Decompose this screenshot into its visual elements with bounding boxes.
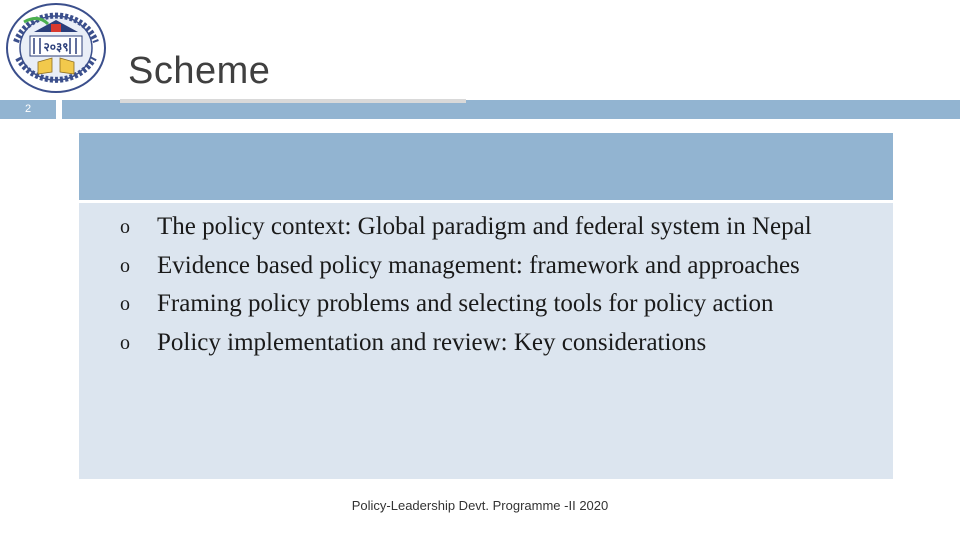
list-item xyxy=(120,208,890,247)
bullet-icon: o xyxy=(120,254,130,277)
institution-seal-logo xyxy=(4,2,108,94)
slide-title: Scheme xyxy=(128,50,271,92)
bullet-icon: o xyxy=(120,216,130,238)
topic-text: Evidence based policy management: framework and approaches xyxy=(157,251,800,279)
bullet-icon: o xyxy=(120,293,130,315)
list-item xyxy=(120,247,890,286)
list-item xyxy=(120,324,890,363)
title-underline xyxy=(120,99,466,103)
seal-numerals: २०३९ xyxy=(43,40,69,54)
slide-footer: Policy-Leadership Devt. Programme -II 2020 xyxy=(351,498,609,513)
table-header-row xyxy=(79,133,893,200)
list-item xyxy=(120,285,890,324)
topic-text: The policy context: Global paradigm and federal system in Nepal xyxy=(157,213,812,240)
topic-text: Policy implementation and review: Key considerations xyxy=(157,328,707,356)
bullet-icon: o xyxy=(120,331,130,354)
topic-text: Framing policy problems and selecting tools for policy action xyxy=(157,290,774,317)
slide-number: 2 xyxy=(24,103,32,115)
topic-list xyxy=(120,208,890,362)
